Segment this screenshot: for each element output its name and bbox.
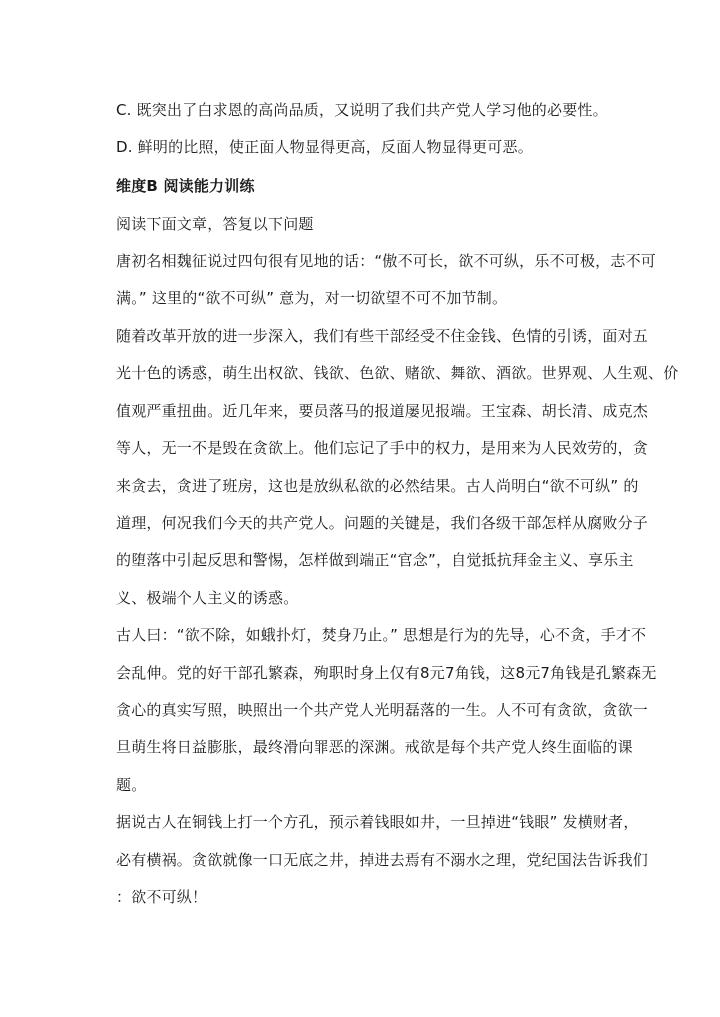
section-heading: 维度B 阅读能力训练 <box>116 177 255 195</box>
paragraph-line: 等人，无一不是毁在贪欲上。他们忘记了手中的权力，是用来为人民效劳的，贪 <box>116 439 649 457</box>
paragraph-line: 题。 <box>116 776 147 794</box>
paragraph-line: 值观严重扭曲。近几年来，要员落马的报道屡见报端。王宝森、胡长清、成克杰 <box>116 402 649 420</box>
paragraph-line: ：欲不可纵！ <box>116 888 208 906</box>
paragraph-line: 来贪去，贪进了班房，这也是放纵私欲的必然结果。古人尚明白“欲不可纵” 的 <box>116 477 639 495</box>
paragraph-line: 光十色的诱惑，萌生出权欲、钱欲、色欲、赌欲、舞欲、酒欲。世界观、人生观、价 <box>116 364 679 382</box>
paragraph-line: 满。” 这里的“欲不可纵” 意为，对一切欲望不可不加节制。 <box>116 289 508 307</box>
paragraph-line: 据说古人在铜钱上打一个方孔，预示着钱眼如井，一旦掉进“钱眼” 发横财者， <box>116 813 639 831</box>
paragraph-line: 随着改革开放的进一步深入，我们有些干部经受不住金钱、色情的引诱，面对五 <box>116 327 649 345</box>
paragraph-line: 必有横祸。贪欲就像一口无底之井，掉进去焉有不溺水之理，党纪国法告诉我们 <box>116 851 649 869</box>
paragraph-line: 贪心的真实写照，映照出一个共产党人光明磊落的一生。人不可有贪欲，贪欲一 <box>116 701 649 719</box>
paragraph-line: 会乱伸。党的好干部孔繁森，殉职时身上仅有8元7角钱，这8元7角钱是孔繁森无 <box>116 664 657 682</box>
paragraph-line: 道理，何况我们今天的共产党人。问题的关键是，我们各级干部怎样从腐败分子 <box>116 514 649 532</box>
paragraph-line: 义、极端个人主义的诱惑。 <box>116 589 299 607</box>
instruction-text: 阅读下面文章，答复以下问题 <box>116 215 314 233</box>
paragraph-line: 唐初名相魏征说过四句很有见地的话：“傲不可长，欲不可纵，乐不可极，志不可 <box>116 252 656 270</box>
paragraph-line: 古人曰：“欲不除，如蛾扑灯，焚身乃止。” 思想是行为的先导，心不贪，手才不 <box>116 626 647 644</box>
paragraph-line: 的堕落中引起反思和警惕，怎样做到端正“官念”，自觉抵抗拜金主义、享乐主 <box>116 551 634 569</box>
option-c: C. 既突出了白求恩的高尚品质，又说明了我们共产党人学习他的必要性。 <box>116 101 608 119</box>
paragraph-line: 旦萌生将日益膨胀，最终滑向罪恶的深渊。戒欲是每个共产党人终生面临的课 <box>116 738 633 756</box>
option-d: D. 鲜明的比照，使正面人物显得更高，反面人物显得更可恶。 <box>116 138 533 156</box>
